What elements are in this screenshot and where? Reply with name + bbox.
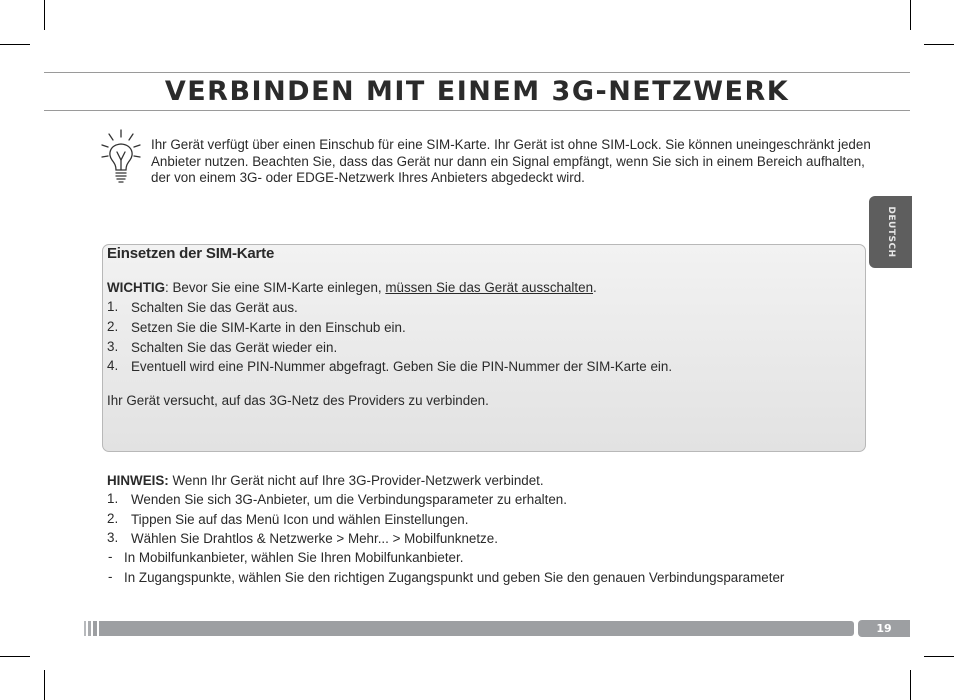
note-line [107,472,544,489]
step-text: Setzen Sie die SIM-Karte in den Einschub ein. [131,320,406,335]
note-step-text: Wenden Sie sich 3G-Anbieter, um die Verbindungsparameter zu erhalten. [131,492,567,507]
crop-mark [924,656,954,657]
title-rule-top [44,72,910,73]
page-title: VERBINDEN MIT EINEM 3G-NETZWERK [164,76,790,107]
note-step-number: 3. [107,530,119,545]
note-step-number: 1. [107,491,119,506]
warning-label: WICHTIG [107,280,166,295]
lightbulb-icon [100,128,142,188]
sim-box-heading: Einsetzen der SIM-Karte [107,245,275,262]
step-text: Schalten Sie das Gerät wieder ein. [131,340,338,355]
note-step-number: 2. [107,511,119,526]
intro-paragraph: Ihr Gerät verfügt über einen Einschub für eine SIM-Karte. Ihr Gerät ist ohne SIM-Lock. Sie können uneingeschränkt jeden Anbieter nutzen. Beachten Sie, dass das Gerät nur dann ein Signal empfängt, wenn Sie sich in einem Bereich aufhalten, der von einem 3G- oder EDGE-Netzwerk Ihres Anbieters abgedeckt wird. [151,137,871,185]
step-text: Eventuell wird eine PIN-Nummer abgefragt. Geben Sie die PIN-Nummer der SIM-Karte ein. [131,359,673,374]
crop-mark [924,44,954,45]
note-step-text: Wählen Sie Drahtlos & Netzwerke > Mehr... > Mobilfunknetze. [131,531,498,546]
language-tab-label: DEUTSCH [885,206,896,258]
sim-box-closing: Ihr Gerät versucht, auf das 3G-Netz des Providers zu verbinden. [107,393,489,408]
title-rule-bottom [44,110,910,111]
step-number: 4. [107,358,119,373]
crop-mark [0,44,30,45]
crop-mark [44,0,45,30]
footer-stripes [84,621,102,636]
note-bullet-mark: - [108,549,113,564]
footer-bar [102,621,854,636]
crop-mark [44,670,45,700]
note-step-text: Tippen Sie auf das Menü Icon und wählen Einstellungen. [131,512,469,527]
step-number: 3. [107,339,119,354]
note-bullet-text: In Mobilfunkanbieter, wählen Sie Ihren Mobilfunkanbieter. [124,550,464,565]
language-tab [869,196,912,268]
step-text: Schalten Sie das Gerät aus. [131,300,298,315]
crop-mark [910,670,911,700]
crop-mark [0,656,30,657]
note-text: Wenn Ihr Gerät nicht auf Ihre 3G-Provider-Netzwerk verbindet. [168,473,544,488]
note-bullet-text: In Zugangspunkte, wählen Sie den richtigen Zugangspunkt und geben Sie den genauen Verbindungsparameter [124,570,785,585]
warning-underline: müssen Sie das Gerät ausschalten [385,280,594,295]
warning-text: : Bevor Sie eine SIM-Karte einlegen, [165,280,386,295]
warning-end: . [593,280,597,295]
crop-mark [910,0,911,30]
step-number: 2. [107,319,119,334]
warning-line [107,279,597,296]
note-label: HINWEIS: [107,473,169,488]
page-number: 19 [858,620,910,637]
step-number: 1. [107,299,119,314]
note-bullet-mark: - [108,569,113,584]
